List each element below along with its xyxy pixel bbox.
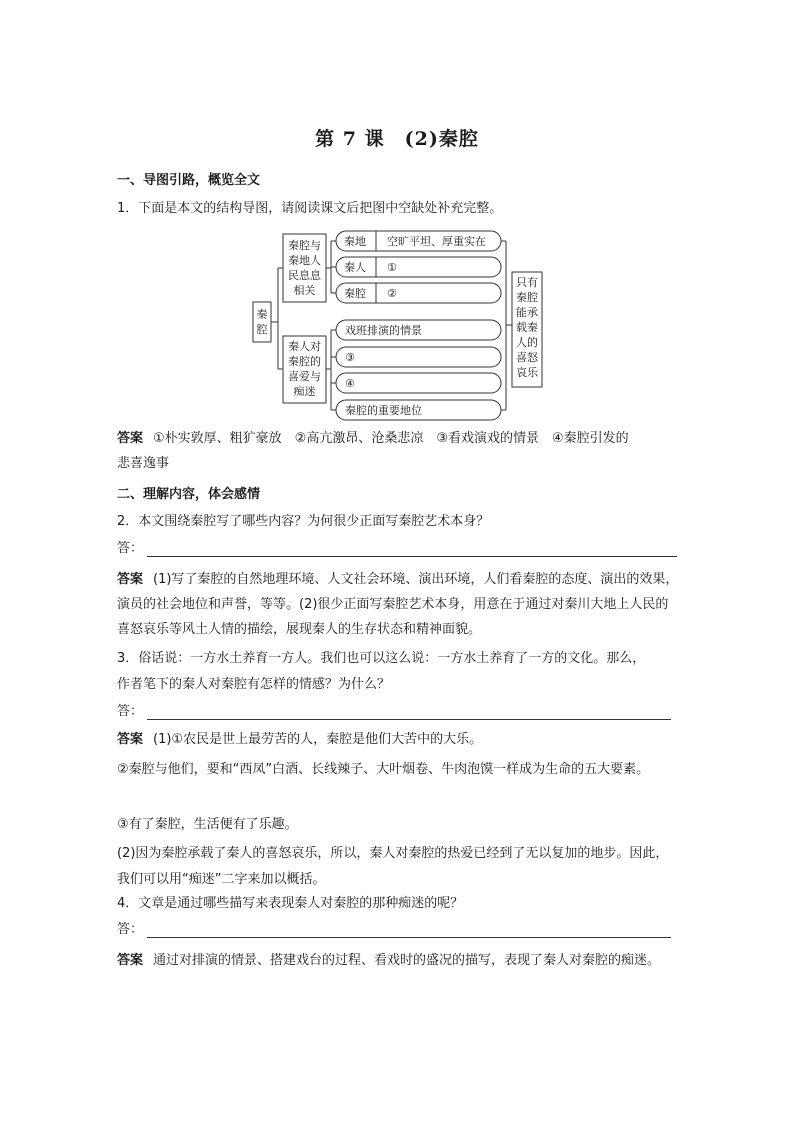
answer-tag: 答案 — [117, 953, 144, 968]
diagram-conclusion-line: 能承 — [516, 306, 538, 319]
answer-prefix: 答： — [117, 704, 144, 719]
diagram-leaf-text: ① — [387, 261, 397, 274]
diagram-leaf-text: ④ — [345, 377, 355, 390]
answer-tag: 答案 — [117, 431, 144, 446]
diagram-branch2-line: 喜爱与 — [288, 370, 321, 383]
diagram-branch2-line: 秦人对 — [288, 340, 321, 353]
question-1: 1．下面是本文的结构导图，请阅读课文后把图中空缺处补充完整。 — [117, 201, 503, 216]
diagram-leaf-label: 秦腔 — [344, 287, 366, 300]
answer-blank-line[interactable] — [147, 937, 671, 938]
question-3-line2: 作者笔下的秦人对秦腔有怎样的情感？为什么？ — [117, 677, 391, 692]
diagram-branch1-line: 秦腔与 — [288, 239, 321, 252]
diagram-branch1-line: 秦地人 — [288, 254, 321, 267]
diagram-conclusion-line: 哀乐 — [516, 366, 538, 379]
answer-1-text: ①朴实敦厚、粗犷豪放 ②高亢激昂、沧桑悲凉 ③看戏演戏的情景 ④秦腔引发的 — [153, 431, 629, 446]
diagram-leaf-text: ② — [387, 287, 397, 300]
answer-tag: 答案 — [117, 732, 144, 747]
diagram-branch1-line: 民息息 — [288, 269, 321, 282]
diagram-leaf-text: ③ — [345, 351, 355, 364]
answer-1-continuation: 悲喜逸事 — [117, 456, 170, 471]
answer-1-line — [117, 430, 629, 448]
section-heading-2: 二、理解内容，体会感情 — [117, 487, 261, 502]
answer-4 — [117, 948, 679, 974]
answer-prefix: 答： — [117, 541, 144, 556]
answer-prefix: 答： — [117, 922, 144, 937]
diagram-conclusion-line: 喜怒 — [516, 351, 538, 364]
page-title: 第 7 课 (2)秦腔 — [315, 128, 479, 150]
diagram-leaf-text: 戏班排演的情景 — [345, 324, 422, 337]
question-4: 4．文章是通过哪些描写来表现秦人对秦腔的那种痴迷的呢？ — [117, 896, 464, 911]
answer-blank-line[interactable] — [147, 719, 671, 720]
section-heading-1: 一、导图引路，概览全文 — [117, 173, 261, 188]
diagram-branch2-line: 痴迷 — [293, 385, 316, 398]
diagram-conclusion-line: 载秦 — [516, 321, 538, 334]
answer-2 — [117, 567, 679, 642]
diagram-leaf-6 — [336, 373, 501, 393]
answer-3-text: (1)①农民是世上最劳苦的人，秦腔是他们大苦中的大乐。 — [153, 732, 483, 747]
answer-2-text: (1)写了秦腔的自然地理环境、人文社会环境、演出环境，人们看秦腔的态度、演出的效果，演员的社会地位和声誉，等等。(2)很少正面写秦腔艺术本身，用意在于通过对秦川大地上人民的喜怒哀乐等风土人情的描绘，展现秦人的生存状态和精神面貌。 — [117, 572, 679, 637]
answer-4-text: 通过对排演的情景、搭建戏台的过程、看戏时的盛况的描写，表现了秦人对秦腔的痴迷。 — [153, 953, 661, 968]
diagram-leaf-text: 空旷平坦、厚重实在 — [387, 235, 486, 248]
question-2: 2．本文围绕秦腔写了哪些内容？为何很少正面写秦腔艺术本身？ — [117, 514, 490, 529]
diagram-leaf-5 — [336, 347, 501, 367]
diagram-branch1-line: 相关 — [293, 284, 316, 297]
diagram-branch2-line: 秦腔的 — [288, 355, 321, 368]
diagram-conclusion-line: 人的 — [516, 336, 538, 349]
answer-3-p3: ③有了秦腔，生活便有了乐趣。 — [117, 817, 298, 832]
answer-tag: 答案 — [117, 572, 144, 587]
diagram-leaf-label: 秦地 — [344, 235, 366, 248]
diagram-leaf-label: 秦人 — [344, 261, 366, 274]
answer-3-p2: ②秦腔与他们，要和“西凤”白酒、长线辣子、大叶烟卷、牛肉泡馍一样成为生命的五大要素。 — [117, 762, 650, 777]
structure-diagram — [0, 0, 794, 440]
diagram-root-char: 秦 — [256, 308, 268, 321]
answer-3-p1 — [117, 731, 482, 749]
diagram-conclusion-line: 只有 — [516, 276, 538, 289]
diagram-leaf-text: 秦腔的重要地位 — [345, 404, 422, 417]
diagram-root-char: 腔 — [256, 323, 268, 336]
question-3-line1: 3．俗话说：一方水土养育一方人。我们也可以这么说：一方水土养育了一方的文化。那么， — [117, 651, 646, 666]
diagram-conclusion-line: 秦腔 — [516, 291, 538, 304]
answer-3-p4: (2)因为秦腔承载了秦人的喜怒哀乐，所以，秦人对秦腔的热爱已经到了无以复加的地步。因此，我们可以用“痴迷”二字来加以概括。 — [117, 846, 669, 887]
answer-blank-line[interactable] — [147, 556, 677, 557]
